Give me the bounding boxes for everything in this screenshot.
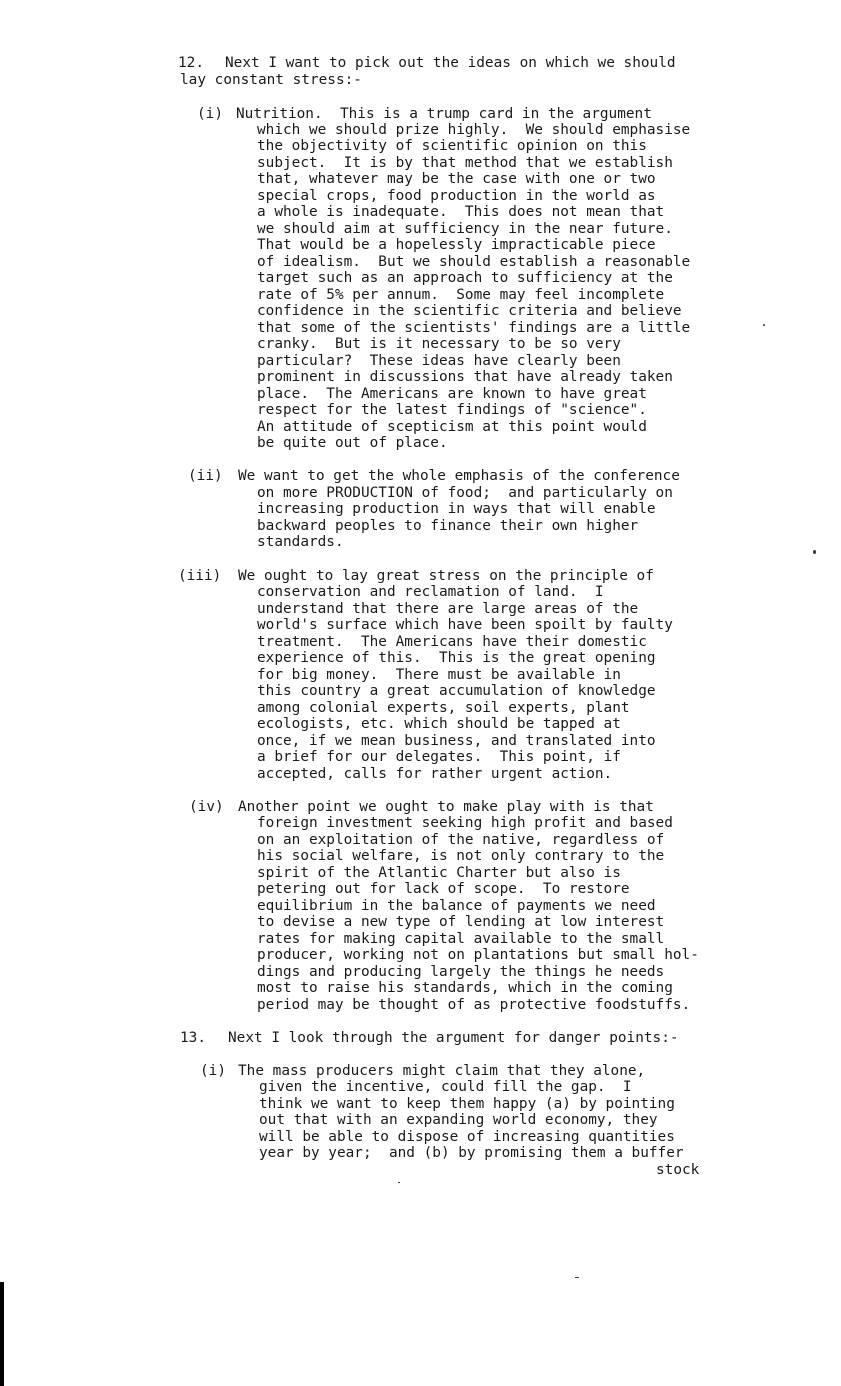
- paragraph-number: 12.: [178, 55, 204, 71]
- text-line: An attitude of scepticism at this point would: [257, 419, 647, 435]
- text-line: lay constant stress:-: [180, 72, 362, 88]
- text-line: of idealism. But we should establish a reasonable: [257, 254, 691, 270]
- text-line: producer, working not on plantations but small hol-: [257, 947, 699, 963]
- text-line: among colonial experts, soil experts, plant: [257, 700, 630, 716]
- scan-mark: [575, 1277, 579, 1278]
- text-line: accepted, calls for rather urgent action.: [257, 766, 613, 782]
- subparagraph-marker: (ii): [188, 468, 223, 484]
- text-line: place. The Americans are known to have great: [257, 386, 647, 402]
- text-line: That would be a hopelessly impracticable piece: [257, 237, 656, 253]
- paragraph-number: 13.: [180, 1030, 206, 1046]
- text-line: We ought to lay great stress on the principle of: [238, 568, 654, 584]
- scan-speck: [813, 550, 816, 554]
- text-line: be quite out of place.: [257, 435, 448, 451]
- text-line: prominent in discussions that have already taken: [257, 369, 673, 385]
- text-line: that some of the scientists' findings are a little: [257, 320, 691, 336]
- text-line: increasing production in ways that will enable: [257, 501, 656, 517]
- text-line: Another point we ought to make play with is that: [238, 799, 654, 815]
- subparagraph-marker: (i): [197, 106, 223, 122]
- subparagraph-marker: (iii): [178, 568, 222, 584]
- text-line: which we should prize highly. We should emphasise: [257, 122, 691, 138]
- text-line: foreign investment seeking high profit and based: [257, 815, 673, 831]
- scan-mark: [398, 1182, 400, 1183]
- text-line: experience of this. This is the great opening: [257, 650, 656, 666]
- text-line: for big money. There must be available in: [257, 667, 621, 683]
- text-line: most to raise his standards, which in the coming: [257, 980, 673, 996]
- text-line: the objectivity of scientific opinion on this: [257, 138, 647, 154]
- text-line: to devise a new type of lending at low interest: [257, 914, 665, 930]
- text-line: treatment. The Americans have their domestic: [257, 634, 647, 650]
- text-line: rate of 5% per annum. Some may feel incomplete: [257, 287, 665, 303]
- text-line: The mass producers might claim that they alone,: [238, 1063, 646, 1079]
- text-line: target such as an approach to sufficiency at the: [257, 270, 673, 286]
- text-line: standards.: [257, 534, 344, 550]
- text-line: conservation and reclamation of land. I: [257, 584, 604, 600]
- text-line: given the incentive, could fill the gap. I: [259, 1079, 632, 1095]
- text-line: on an exploitation of the native, regardless of: [257, 832, 665, 848]
- text-line: confidence in the scientific criteria and believe: [257, 303, 682, 319]
- text-line: a whole is inadequate. This does not mean that: [257, 204, 665, 220]
- subparagraph-marker: (iv): [189, 799, 224, 815]
- text-line: year by year; and (b) by promising them a buffer: [259, 1145, 684, 1161]
- text-line: think we want to keep them happy (a) by pointing: [259, 1096, 675, 1112]
- text-line: cranky. But is it necessary to be so very: [257, 336, 621, 352]
- text-line: once, if we mean business, and translated into: [257, 733, 656, 749]
- catchword: stock: [656, 1162, 700, 1178]
- text-line: period may be thought of as protective foodstuffs.: [257, 997, 691, 1013]
- text-line: Next I look through the argument for danger points:-: [228, 1030, 679, 1046]
- text-line: equilibrium in the balance of payments we need: [257, 898, 656, 914]
- scan-speck: [763, 324, 765, 326]
- text-line: backward peoples to finance their own higher: [257, 518, 639, 534]
- text-line: this country a great accumulation of knowledge: [257, 683, 656, 699]
- text-line: out that with an expanding world economy, they: [259, 1112, 658, 1128]
- text-line: his social welfare, is not only contrary to the: [257, 848, 665, 864]
- text-line: ecologists, etc. which should be tapped at: [257, 716, 621, 732]
- text-line: world's surface which have been spoilt by faulty: [257, 617, 673, 633]
- text-line: rates for making capital available to the small: [257, 931, 665, 947]
- text-line: we should aim at sufficiency in the near future.: [257, 221, 673, 237]
- text-line: on more PRODUCTION of food; and particularly on: [257, 485, 673, 501]
- text-line: special crops, food production in the world as: [257, 188, 656, 204]
- text-line: a brief for our delegates. This point, if: [257, 749, 621, 765]
- text-line: spirit of the Atlantic Charter but also is: [257, 865, 621, 881]
- text-line: that, whatever may be the case with one or two: [257, 171, 656, 187]
- text-line: respect for the latest findings of "science".: [257, 402, 647, 418]
- text-line: We want to get the whole emphasis of the conference: [238, 468, 680, 484]
- text-line: dings and producing largely the things he needs: [257, 964, 665, 980]
- text-line: particular? These ideas have clearly been: [257, 353, 621, 369]
- subparagraph-marker: (i): [200, 1063, 226, 1079]
- text-line: subject. It is by that method that we establish: [257, 155, 673, 171]
- text-line: will be able to dispose of increasing quantities: [259, 1129, 675, 1145]
- text-line: Nutrition. This is a trump card in the argument: [236, 106, 652, 122]
- page-edge-shadow: [0, 1282, 4, 1386]
- text-line: understand that there are large areas of the: [257, 601, 639, 617]
- text-line: Next I want to pick out the ideas on which we should: [225, 55, 676, 71]
- text-line: petering out for lack of scope. To restore: [257, 881, 630, 897]
